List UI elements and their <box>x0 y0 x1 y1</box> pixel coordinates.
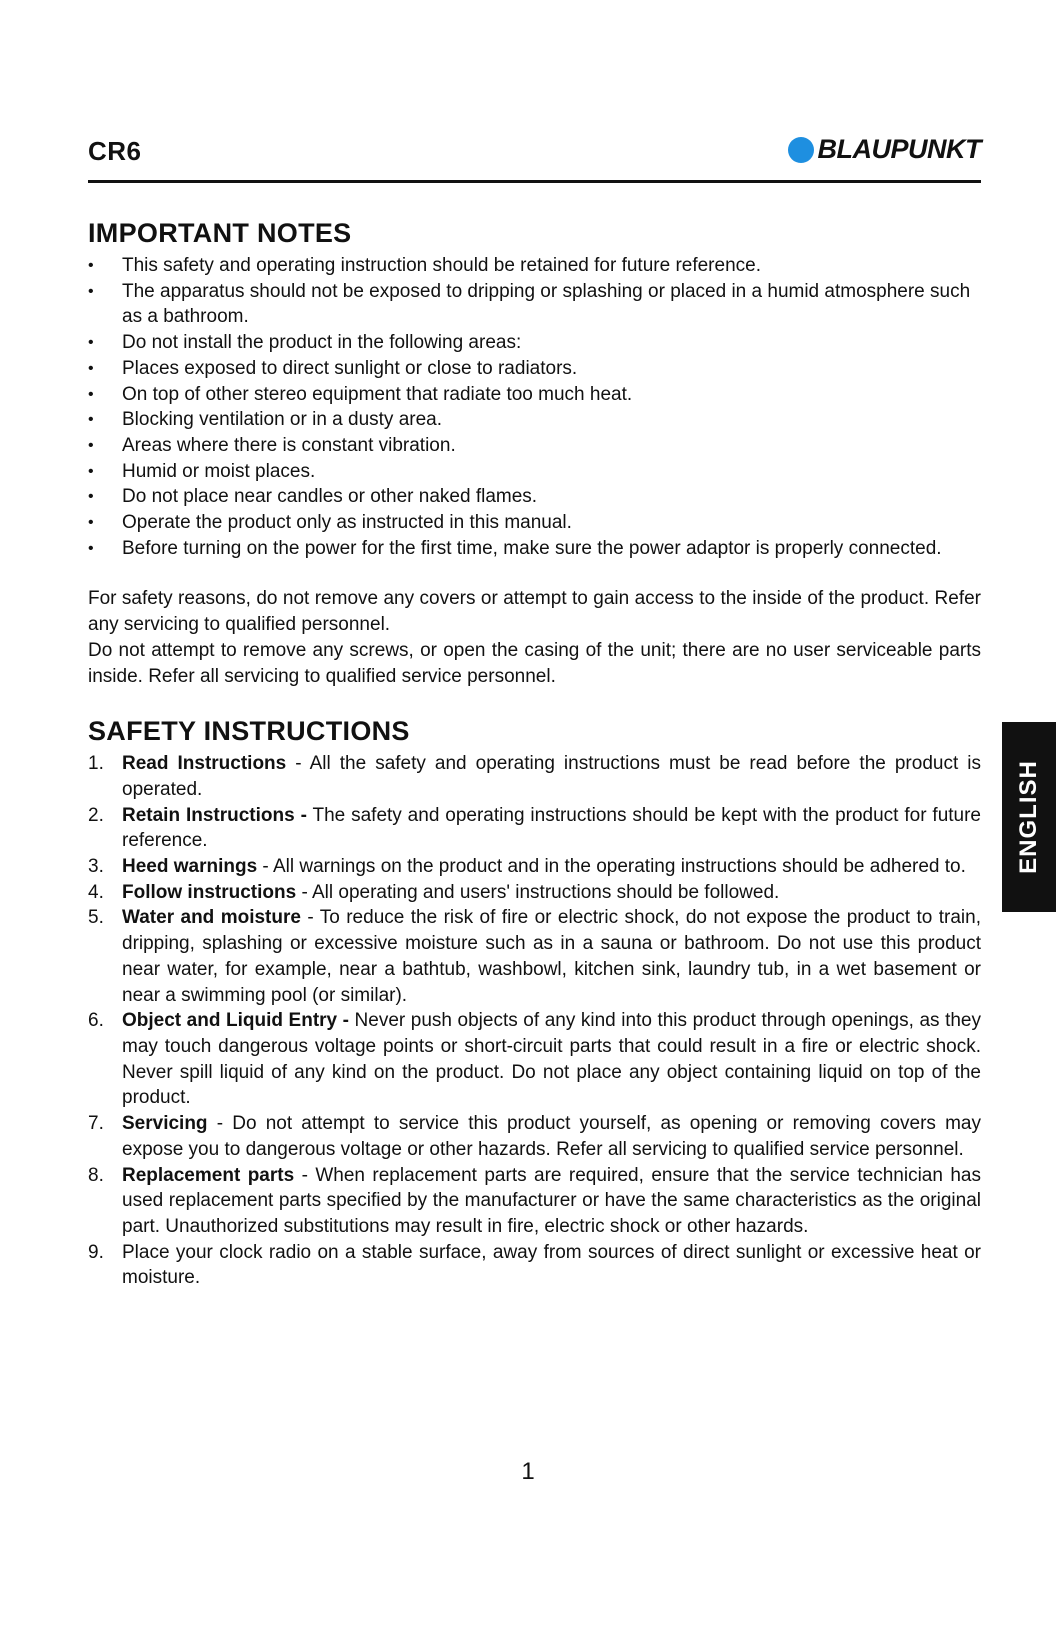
brand-logo <box>788 134 982 165</box>
item-text: Place your clock radio on a stable surface, away from sources of direct sunlight or excessive heat or moisture. <box>122 1241 981 1289</box>
item-number: 5. <box>88 907 104 929</box>
page-number: 1 <box>521 1458 535 1485</box>
item-term: Replacement parts <box>122 1164 295 1186</box>
item-number: 9. <box>88 1241 104 1263</box>
safety-instructions-title: SAFETY INSTRUCTIONS <box>88 716 410 747</box>
paragraph: Do not attempt to remove any screws, or open the casing of the unit; there are no user serviceable parts inside. Refer all servicing to qualified service personnel. <box>88 639 981 687</box>
item-term: Retain Instructions - <box>122 804 307 826</box>
list-item: • On top of other stereo equipment that radiate too much heat. <box>88 382 981 408</box>
brand-name: BLAUPUNKT <box>817 134 981 164</box>
item-term: Follow instructions <box>122 881 297 903</box>
important-notes-list <box>88 253 981 561</box>
page-content <box>88 218 981 1291</box>
list-item: • Areas where there is constant vibration. <box>88 433 981 459</box>
important-notes-title: IMPORTANT NOTES <box>88 218 352 248</box>
list-item: • Operate the product only as instructed in this manual. <box>88 510 981 536</box>
list-item <box>88 1163 981 1240</box>
list-item <box>88 1240 981 1291</box>
model-name: CR6 <box>88 136 142 166</box>
item-term: Read Instructions <box>122 753 287 775</box>
page-header <box>88 130 981 183</box>
list-item: • Before turning on the power for the first time, make sure the power adaptor is properly connected. <box>88 536 981 562</box>
list-item <box>88 803 981 854</box>
item-text: - When replacement parts are required, ensure that the service technician has used replacement parts specified by the manufacturer or have the same characteristics as the original part. Unauthorized substitutions may result in fire, electric shock or other hazards. <box>122 1164 981 1237</box>
important-notes-section <box>88 218 981 689</box>
item-number: 4. <box>88 881 104 903</box>
list-item <box>88 1111 981 1162</box>
list-item <box>88 751 981 802</box>
item-number: 6. <box>88 1010 104 1032</box>
language-tab-label: ENGLISH <box>1015 760 1042 874</box>
safety-paragraphs <box>88 586 981 689</box>
paragraph: For safety reasons, do not remove any covers or attempt to gain access to the inside of the product. Refer any servicing to qualified personnel. <box>88 588 981 636</box>
list-item <box>88 1008 981 1111</box>
item-text: The safety and operating instructions should be kept with the product for future reference. <box>122 804 982 852</box>
item-text: - To reduce the risk of fire or electric shock, do not expose the product to train, dripping, splashing or excessive moisture such as in a sauna or bathroom. Do not use this product near water, for example, near a bathtub, washbowl, kitchen sink, laundry tub, in a wet basement or near a swimming pool (or similar). <box>122 907 981 1006</box>
item-number: 7. <box>88 1113 104 1135</box>
list-item: • Blocking ventilation or in a dusty area. <box>88 407 981 433</box>
item-text: - All the safety and operating instructions must be read before the product is operated. <box>122 753 981 800</box>
item-text: Never push objects of any kind into this product through openings, as they may touch dangerous voltage points or short-circuit parts that could result in a fire or electric shock. Never spill liquid of any kind on the product. Do not place any object containing liquid on top of the product. <box>122 1010 981 1109</box>
item-term: Servicing <box>122 1113 208 1135</box>
item-number: 8. <box>88 1164 104 1186</box>
item-number: 3. <box>88 856 104 878</box>
safety-instructions-list <box>88 751 981 1291</box>
item-term: Water and moisture <box>122 907 301 929</box>
safety-instructions-section <box>88 716 981 1291</box>
item-number: 1. <box>88 753 104 775</box>
list-item <box>88 880 981 906</box>
list-item <box>88 854 981 880</box>
list-item: • This safety and operating instruction should be retained for future reference. <box>88 253 981 279</box>
list-item: • The apparatus should not be exposed to dripping or splashing or placed in a humid atmosphere such as a bathroom. <box>88 279 981 330</box>
list-item: • Do not place near candles or other naked flames. <box>88 484 981 510</box>
brand-dot-icon <box>788 137 814 163</box>
list-item <box>88 905 981 1008</box>
list-item: • Do not install the product in the following areas: <box>88 330 981 356</box>
item-text: - All operating and users' instructions should be followed. <box>296 881 780 903</box>
item-text: - All warnings on the product and in the operating instructions should be adhered to. <box>257 856 966 878</box>
item-term: Object and Liquid Entry - <box>122 1010 349 1032</box>
item-number: 2. <box>88 804 104 826</box>
language-tab <box>1002 722 1056 912</box>
list-item: • Places exposed to direct sunlight or close to radiators. <box>88 356 981 382</box>
list-item: • Humid or moist places. <box>88 459 981 485</box>
item-text: - Do not attempt to service this product yourself, as opening or removing covers may expose you to dangerous voltage or other hazards. Refer all servicing to qualified service personnel. <box>122 1113 981 1160</box>
item-term: Heed warnings <box>122 856 258 878</box>
